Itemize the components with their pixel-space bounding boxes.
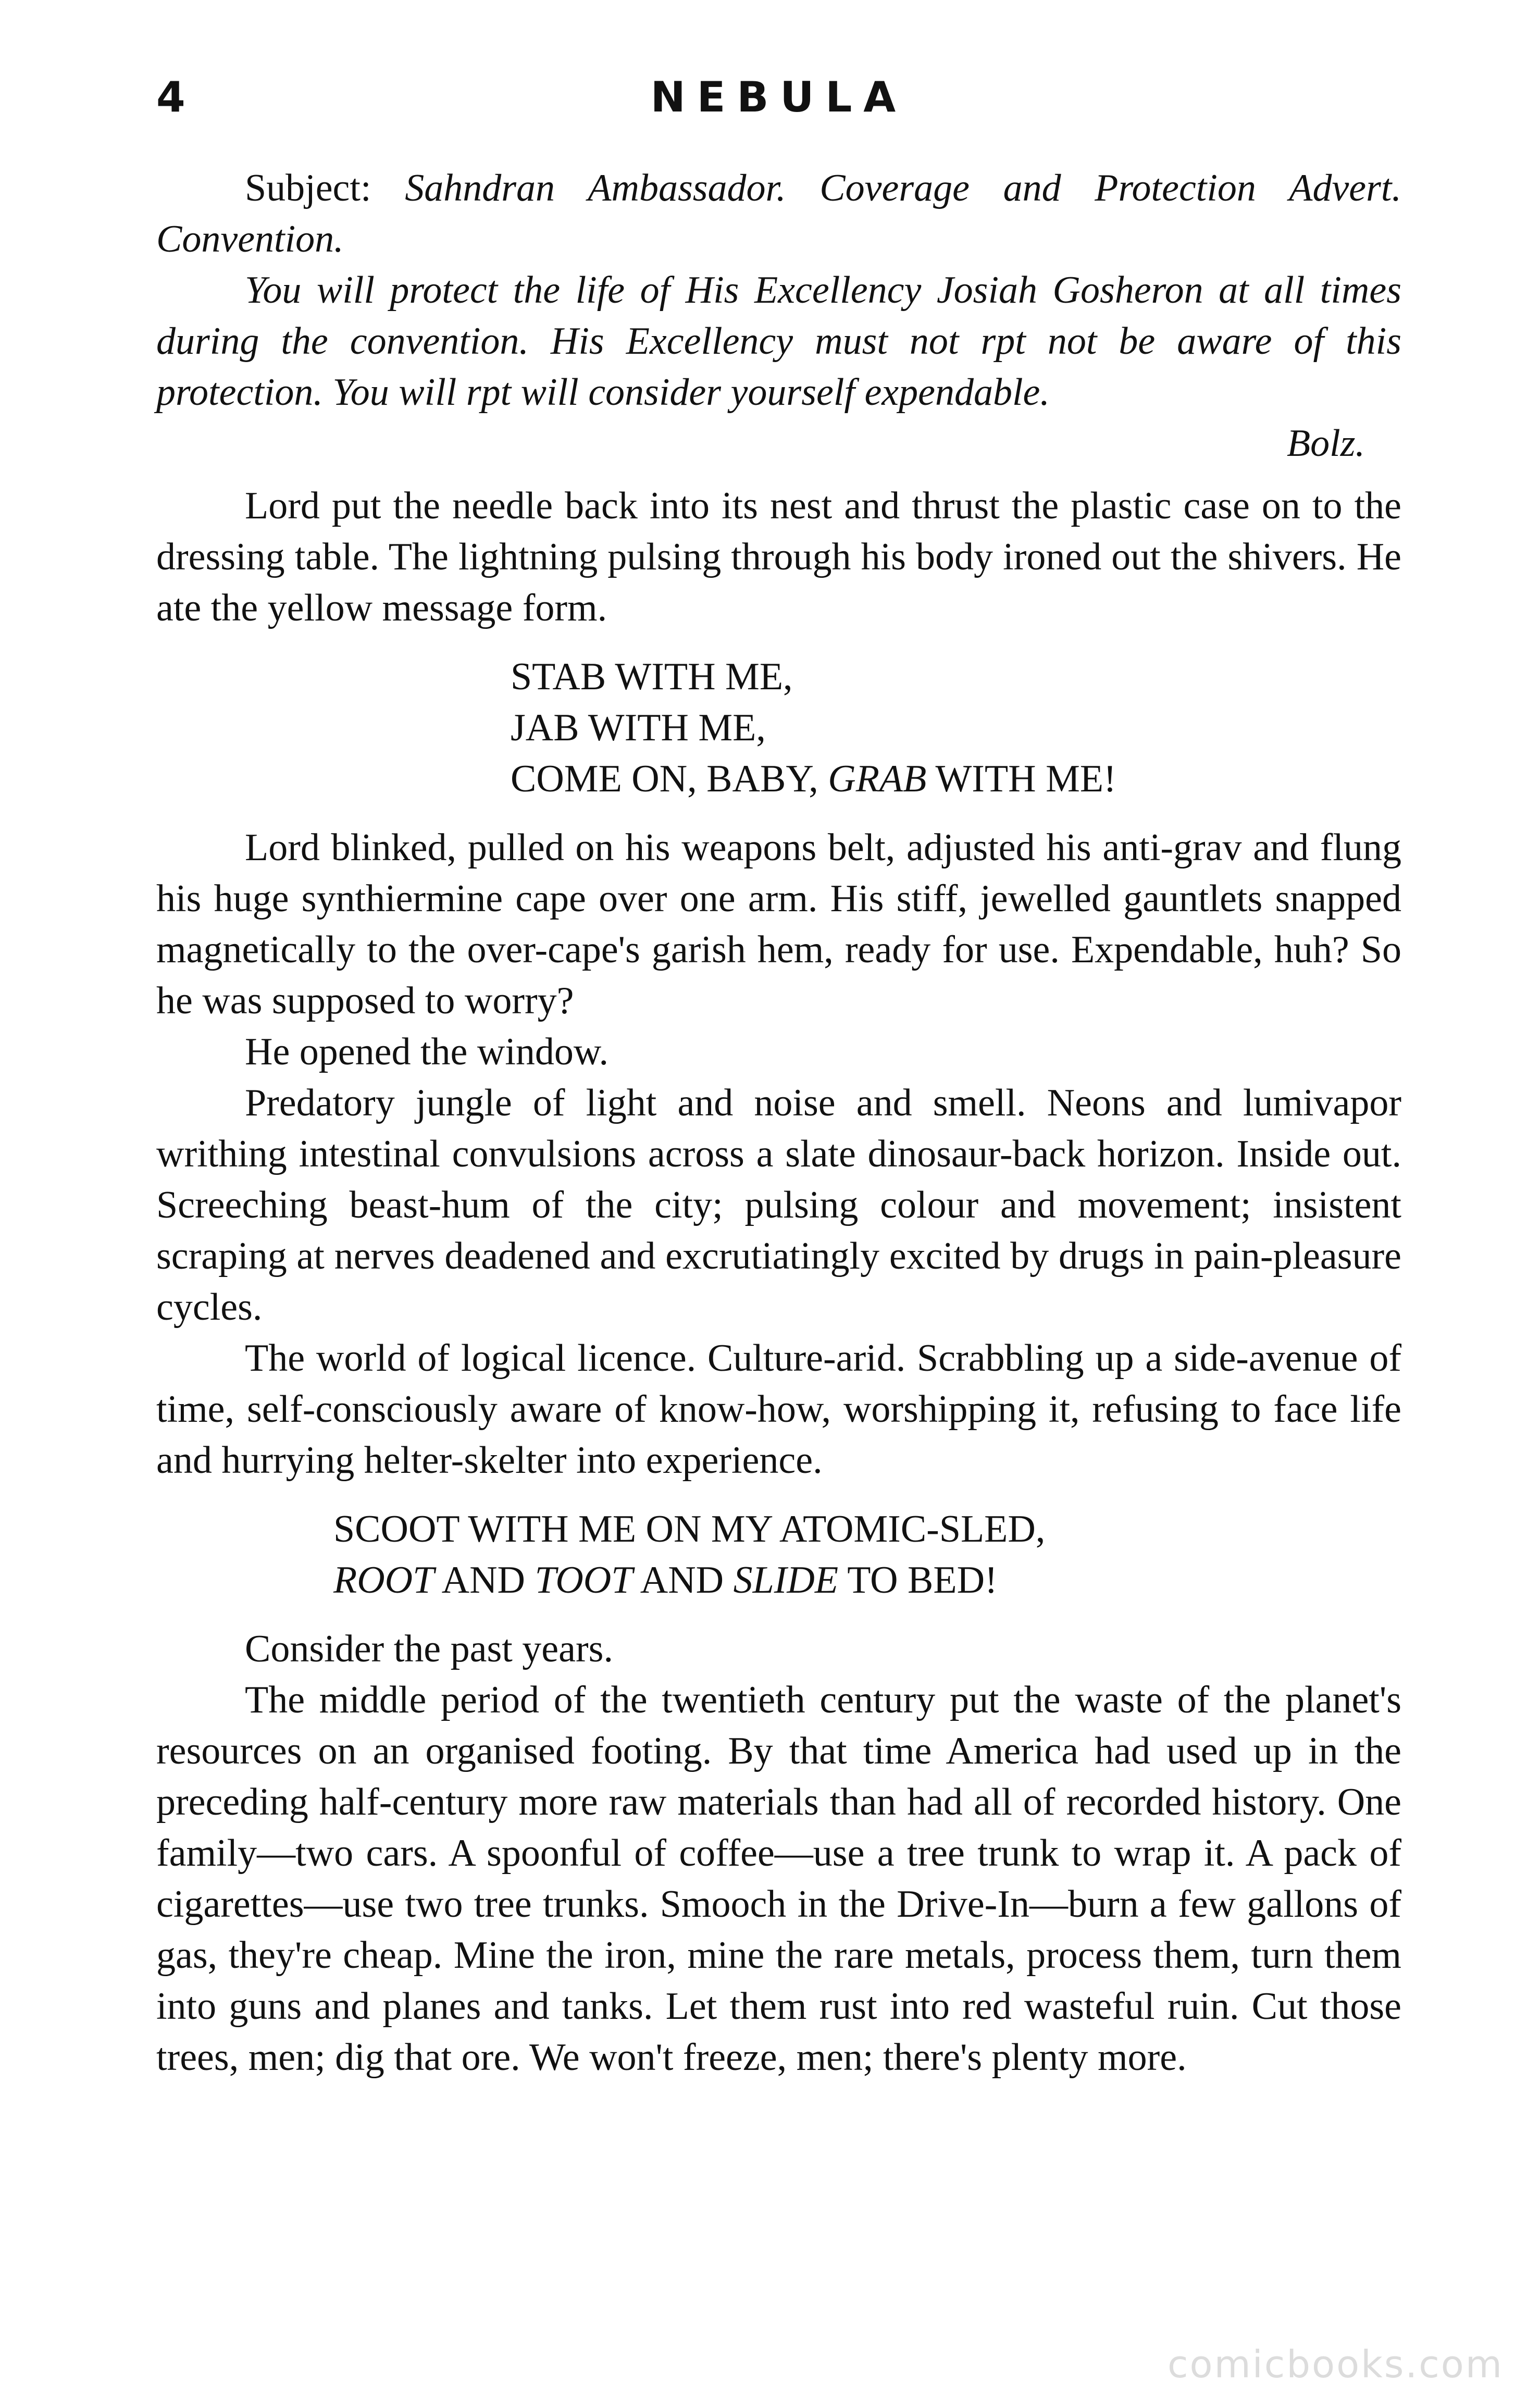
book-page [156,68,1401,2083]
verse-block [156,651,1401,804]
page-body [156,163,1401,2083]
page-header [156,68,1401,130]
memo-subject [156,163,1401,265]
verse-italic-word: TOOT [535,1559,633,1602]
verse-text: TO BED! [838,1559,998,1602]
verse-line: JAB WITH ME, [511,706,766,749]
memo-subject-label: Subject: [245,167,405,209]
verse-line [511,753,1401,804]
verse-italic-word: GRAB [828,758,927,800]
verse-text: AND [632,1559,734,1602]
paragraph: He opened the window. [245,1031,609,1073]
verse-line: STAB WITH ME, [511,655,793,698]
memo-subject-text: Sahndran Ambassador. Coverage and Protection Advert. Convention. [156,167,1401,260]
memo-signature: Bolz. [1286,422,1365,465]
memo-orders-text: You will protect the life of His Excellency Josiah Gosheron at all times during the convention. His Excellency must not rpt not be aware of this protection. You will rpt will consider yourself expendable. [156,269,1401,414]
page-number: 4 [156,73,185,121]
verse-text: WITH ME! [926,758,1116,800]
verse-block [156,1504,1401,1606]
verse-italic-word: SLIDE [733,1559,839,1602]
paragraph: Lord blinked, pulled on his weapons belt, adjusted his anti-grav and flung his huge synthiermine cape over one arm. His stiff, jewelled gauntlets snapped magnetically to the over-cape's garish hem, ready for use. Expendable, huh? So he was supposed to worry? [156,826,1401,1022]
verse-text: COME ON, BABY, [511,758,828,800]
paragraph: The middle period of the twentieth century put the waste of the planet's resources on an organised footing. By that time America had used up in the preceding half-century more raw materials than had all of recorded history. One family—two cars. A spoonful of coffee—use a tree trunk to wrap it. A pack of cigarettes—use two tree trunks. Smooch in the Drive-In—burn a few gallons of gas, they're cheap. Mine the iron, mine the rare metals, process them, turn them into guns and planes and tanks. Let them rust into red wasteful ruin. Cut those trees, men; dig that ore. We won't freeze, men; there's plenty more. [156,1679,1401,2079]
verse-text: AND [434,1559,535,1602]
site-watermark: comicbooks.com [1167,2342,1504,2386]
paragraph: The world of logical licence. Culture-arid. Scrabbling up a side-avenue of time, self-consciously aware of know-how, worshipping it, refusing to face life and hurrying helter-skelter into experience. [156,1337,1401,1482]
paragraph: Consider the past years. [245,1628,613,1670]
running-title: NEBULA [650,73,908,121]
paragraph: Lord put the needle back into its nest and thrust the plastic case on to the dressing table. The lightning pulsing through his body ironed out the shivers. He ate the yellow message form. [156,485,1401,629]
paragraph: Predatory jungle of light and noise and smell. Neons and lumivapor writhing intestinal convulsions across a slate dinosaur-back horizon. Inside out. Screeching beast-hum of the city; pulsing colour and movement; insistent scraping at nerves deadened and excrutiatingly excited by drugs in pain-pleasure cycles. [156,1082,1401,1329]
verse-italic-word: ROOT [333,1559,434,1602]
memo-orders [156,265,1401,418]
verse-line [333,1555,1401,1606]
verse-line: SCOOT WITH ME ON MY ATOMIC-SLED, [333,1508,1046,1550]
